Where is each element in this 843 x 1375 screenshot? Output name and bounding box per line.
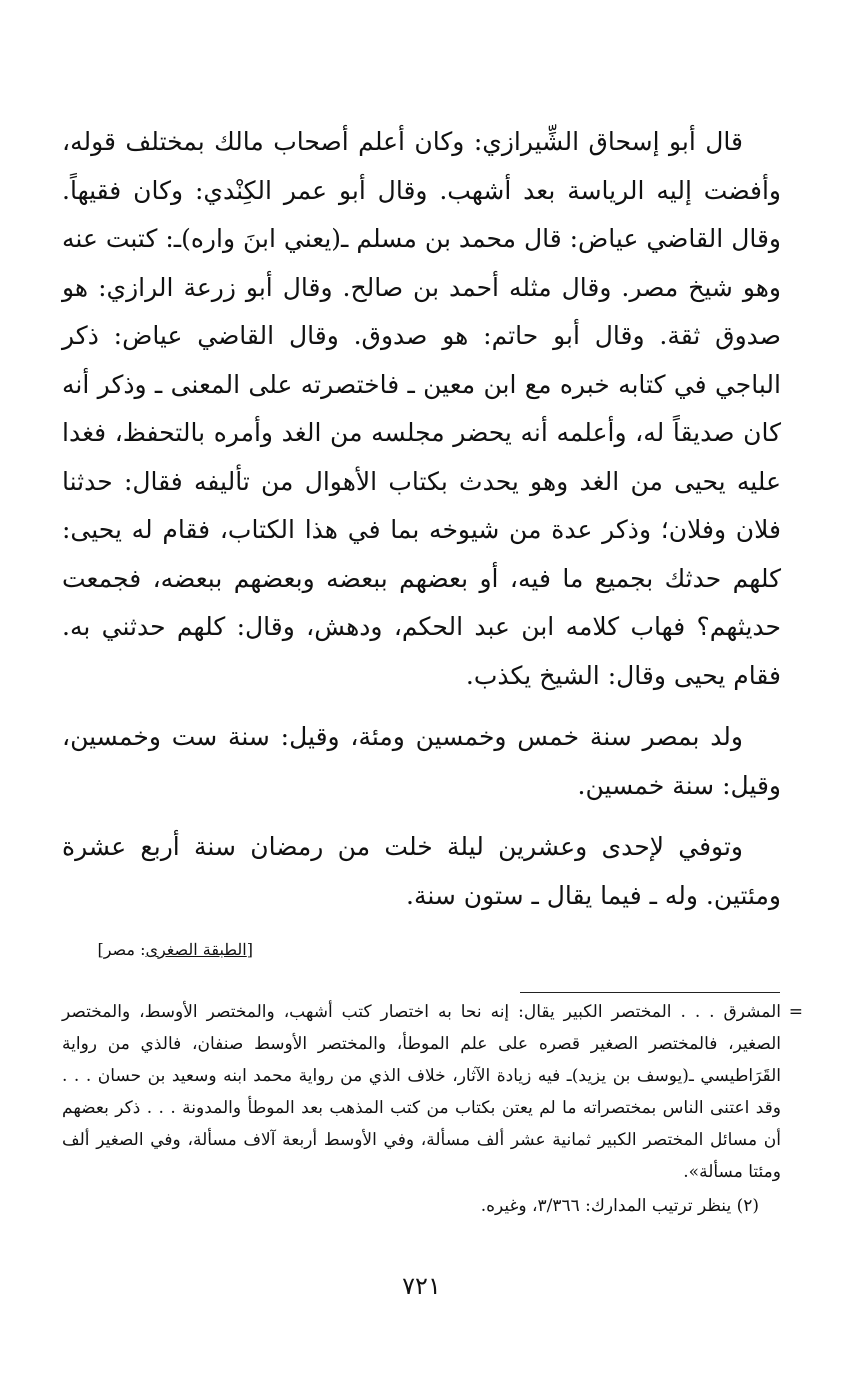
tabaqa-note: [97, 940, 253, 959]
footnote-divider: [520, 992, 780, 993]
tabaqa-close-bracket: ]: [97, 940, 104, 959]
tabaqa-label: الطبقة الصغرى: [145, 940, 247, 959]
footnote-2: (٢) ينظر ترتيب المدارك: ٣/٣٦٦، وغيره.: [480, 1196, 759, 1216]
footnote-continuation-text: المشرق . . . المختصر الكبير يقال: إنه نحا به اختصار كتب أشهب، والمختصر الأوسط، والمختصر الصغير، فالمختصر الصغير قصره على علم الموطأ، والمختصر الأوسط صنفان، فالذي من رواية القَرَاطيسي ـ(يوسف بن يزيد)ـ فيه زيادة الآثار، خلاف الذي من رواية محمد ابنه وسعيد بن حسان . . . وقد اعتنى الناس بمختصراته ما لم يعتن بكتاب من كتب المذهب بعد الموطأ والمدونة . . . ذكر بعضهم أن مسائل المختصر الكبير ثمانية عشر ألف مسألة، وفي الأوسط أربعة آلاف مسألة، وفي الصغير ألف ومئتا مسألة».: [62, 1002, 781, 1182]
footnotes: [62, 996, 803, 1222]
tabaqa-open-bracket: [: [246, 940, 253, 959]
tabaqa-rest: : مصر: [103, 940, 146, 959]
footnote-continuation: [62, 996, 803, 1188]
page-number: ٧٢١: [402, 1272, 441, 1300]
paragraph-birth: ولد بمصر سنة خمس وخمسين ومئة، وقيل: سنة ست وخمسين، وقيل: سنة خمسين.: [62, 722, 781, 800]
paragraph-death: وتوفي لإحدى وعشرين ليلة خلت من رمضان سنة أربع عشرة ومئتين. وله ـ فيما يقال ـ ستون سنة.: [62, 832, 781, 910]
main-text: [62, 118, 781, 920]
continuation-marker: =: [788, 1002, 803, 1022]
paragraph-biography: قال أبو إسحاق الشِّيرازي: وكان أعلم أصحاب مالك بمختلف قوله، وأفضت إليه الرياسة بعد أشهب. وقال أبو عمر الكِنْدي: وكان فقيهاً. وقال القاضي عياض: قال محمد بن مسلم ـ(يعني ابنَ واره)ـ: كتبت عنه وهو شيخ مصر. وقال مثله أحمد بن صالح. وقال أبو زرعة الرازي: هو صدوق ثقة. وقال أبو حاتم: هو صدوق. وقال القاضي عياض: ذكر الباجي في كتابه خبره مع ابن معين ـ فاختصرته على المعنى ـ وذكر أنه كان صديقاً له، وأعلمه أنه يحضر مجلسه من الغد وأمره بالتحفظ، فغدا عليه يحيى من الغد وهو يحدث بكتاب الأهوال من تأليفه فقال: حدثنا فلان وفلان؛ وذكر عدة من شيوخه بما في هذا الكتاب، فقام له يحيى: كلهم حدثك بجميع ما فيه، أو بعضهم ببعضه وبعضهم ببعضه، فجمعت حديثهم؟ فهاب كلامه ابن عبد الحكم، ودهش، وقال: كلهم حدثني به. فقام يحيى وقال: الشيخ يكذب.: [62, 127, 781, 690]
